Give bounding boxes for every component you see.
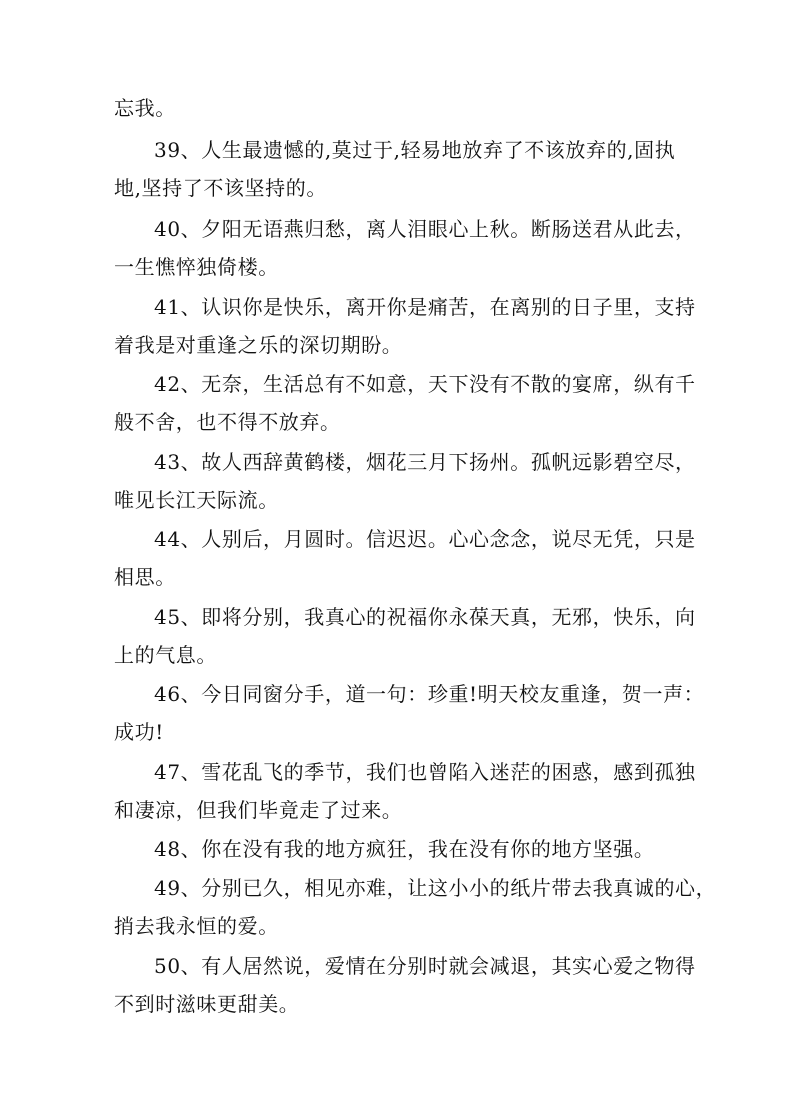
text-line: 忘我。 bbox=[114, 96, 176, 120]
text-line-item-49: 49、分别已久，相见亦难，让这小小的纸片带去我真诚的心， bbox=[154, 876, 717, 900]
text-line-item-50: 50、有人居然说，爱情在分别时就会减退，其实心爱之物得 bbox=[154, 954, 696, 978]
text-line: 相思。 bbox=[114, 565, 176, 589]
text-line: 成功! bbox=[114, 720, 164, 744]
text-line-item-46: 46、今日同窗分手，道一句：珍重!明天校友重逢，贺一声： bbox=[154, 682, 705, 706]
text-line: 般不舍，也不得不放弃。 bbox=[114, 410, 341, 434]
text-line-item-47: 47、雪花乱飞的季节，我们也曾陷入迷茫的困惑，感到孤独 bbox=[154, 760, 696, 784]
text-line-item-48: 48、你在没有我的地方疯狂，我在没有你的地方坚强。 bbox=[154, 837, 655, 861]
text-line-item-44: 44、人别后，月圆时。信迟迟。心心念念，说尽无凭，只是 bbox=[154, 527, 696, 551]
text-line: 和凄凉，但我们毕竟走了过来。 bbox=[114, 798, 403, 822]
text-line-item-42: 42、无奈，生活总有不如意，天下没有不散的宴席，纵有千 bbox=[154, 372, 696, 396]
text-line: 一生憔悴独倚楼。 bbox=[114, 255, 279, 279]
text-line: 不到时滋味更甜美。 bbox=[114, 992, 300, 1016]
text-line-item-41: 41、认识你是快乐，离开你是痛苦，在离别的日子里，支持 bbox=[154, 295, 696, 319]
text-line: 捎去我永恒的爱。 bbox=[114, 914, 279, 938]
text-line-item-39: 39、人生最遗憾的,莫过于,轻易地放弃了不该放弃的,固执 bbox=[154, 138, 676, 162]
text-line: 着我是对重逢之乐的深切期盼。 bbox=[114, 333, 403, 357]
text-line-item-40: 40、夕阳无语燕归愁，离人泪眼心上秋。断肠送君从此去， bbox=[154, 217, 696, 241]
text-line-item-43: 43、故人西辞黄鹤楼，烟花三月下扬州。孤帆远影碧空尽， bbox=[154, 450, 696, 474]
text-line: 地,坚持了不该坚持的。 bbox=[114, 176, 327, 200]
text-line: 唯见长江天际流。 bbox=[114, 488, 279, 512]
text-line-item-45: 45、即将分别，我真心的祝福你永葆天真，无邪，快乐，向 bbox=[154, 605, 696, 629]
text-line: 上的气息。 bbox=[114, 643, 217, 667]
